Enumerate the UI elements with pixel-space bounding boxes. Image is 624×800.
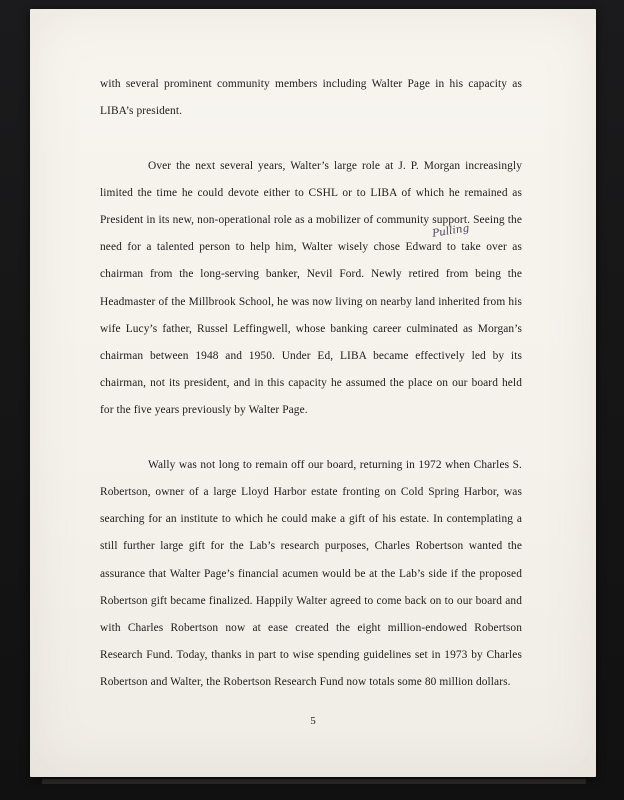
document-page	[30, 9, 596, 777]
page-number: 5	[310, 715, 316, 727]
paragraph: Over the next several years, Walter’s large role at J. P. Morgan increasingly limited the time he could devote either to CSHL or to LIBA of which he remained as President in its new, non-operational role as a mobilizer of community support. Seeing the need for a talented person to help him, Walter wisely chose Edward to take over as chairman from the long-serving banker, Nevil Ford. Newly retired from being the Headmaster of the Millbrook School, he was now living on nearby land inherited from his wife Lucy’s father, Russel Leffingwell, whose banking career culminated as Morgan’s chairman between 1948 and 1950. Under Ed, LIBA became effectively led by its chairman, not its president, and in this capacity he assumed the place on our board held for the five years previously by Walter Page.	[100, 159, 522, 417]
paragraph: with several prominent community members including Walter Page in his capacity as LIBA’s president.	[100, 78, 522, 118]
paragraph: Wally was not long to remain off our board, returning in 1972 when Charles S. Robertson, owner of a large Lloyd Harbor estate fronting on Cold Spring Harbor, was searching for an institute to which he could make a gift of his estate. In contemplating a still further large gift for the Lab’s research purposes, Charles Robertson wanted the assurance that Walter Page’s financial acumen would be at the Lab’s side if the proposed Robertson gift became finalized. Happily Walter agreed to come back on to our board and with Charles Robertson now at ease created the eight million-endowed Robertson Research Fund. Today, thanks in part to wise spending guidelines set in 1973 by Charles Robertson and Walter, the Robertson Research Fund now totals some 80 million dollars.	[100, 458, 522, 689]
under-sheet-edge	[42, 779, 586, 784]
handwritten-annotation: Pulling	[431, 222, 471, 240]
body-text	[100, 71, 522, 697]
